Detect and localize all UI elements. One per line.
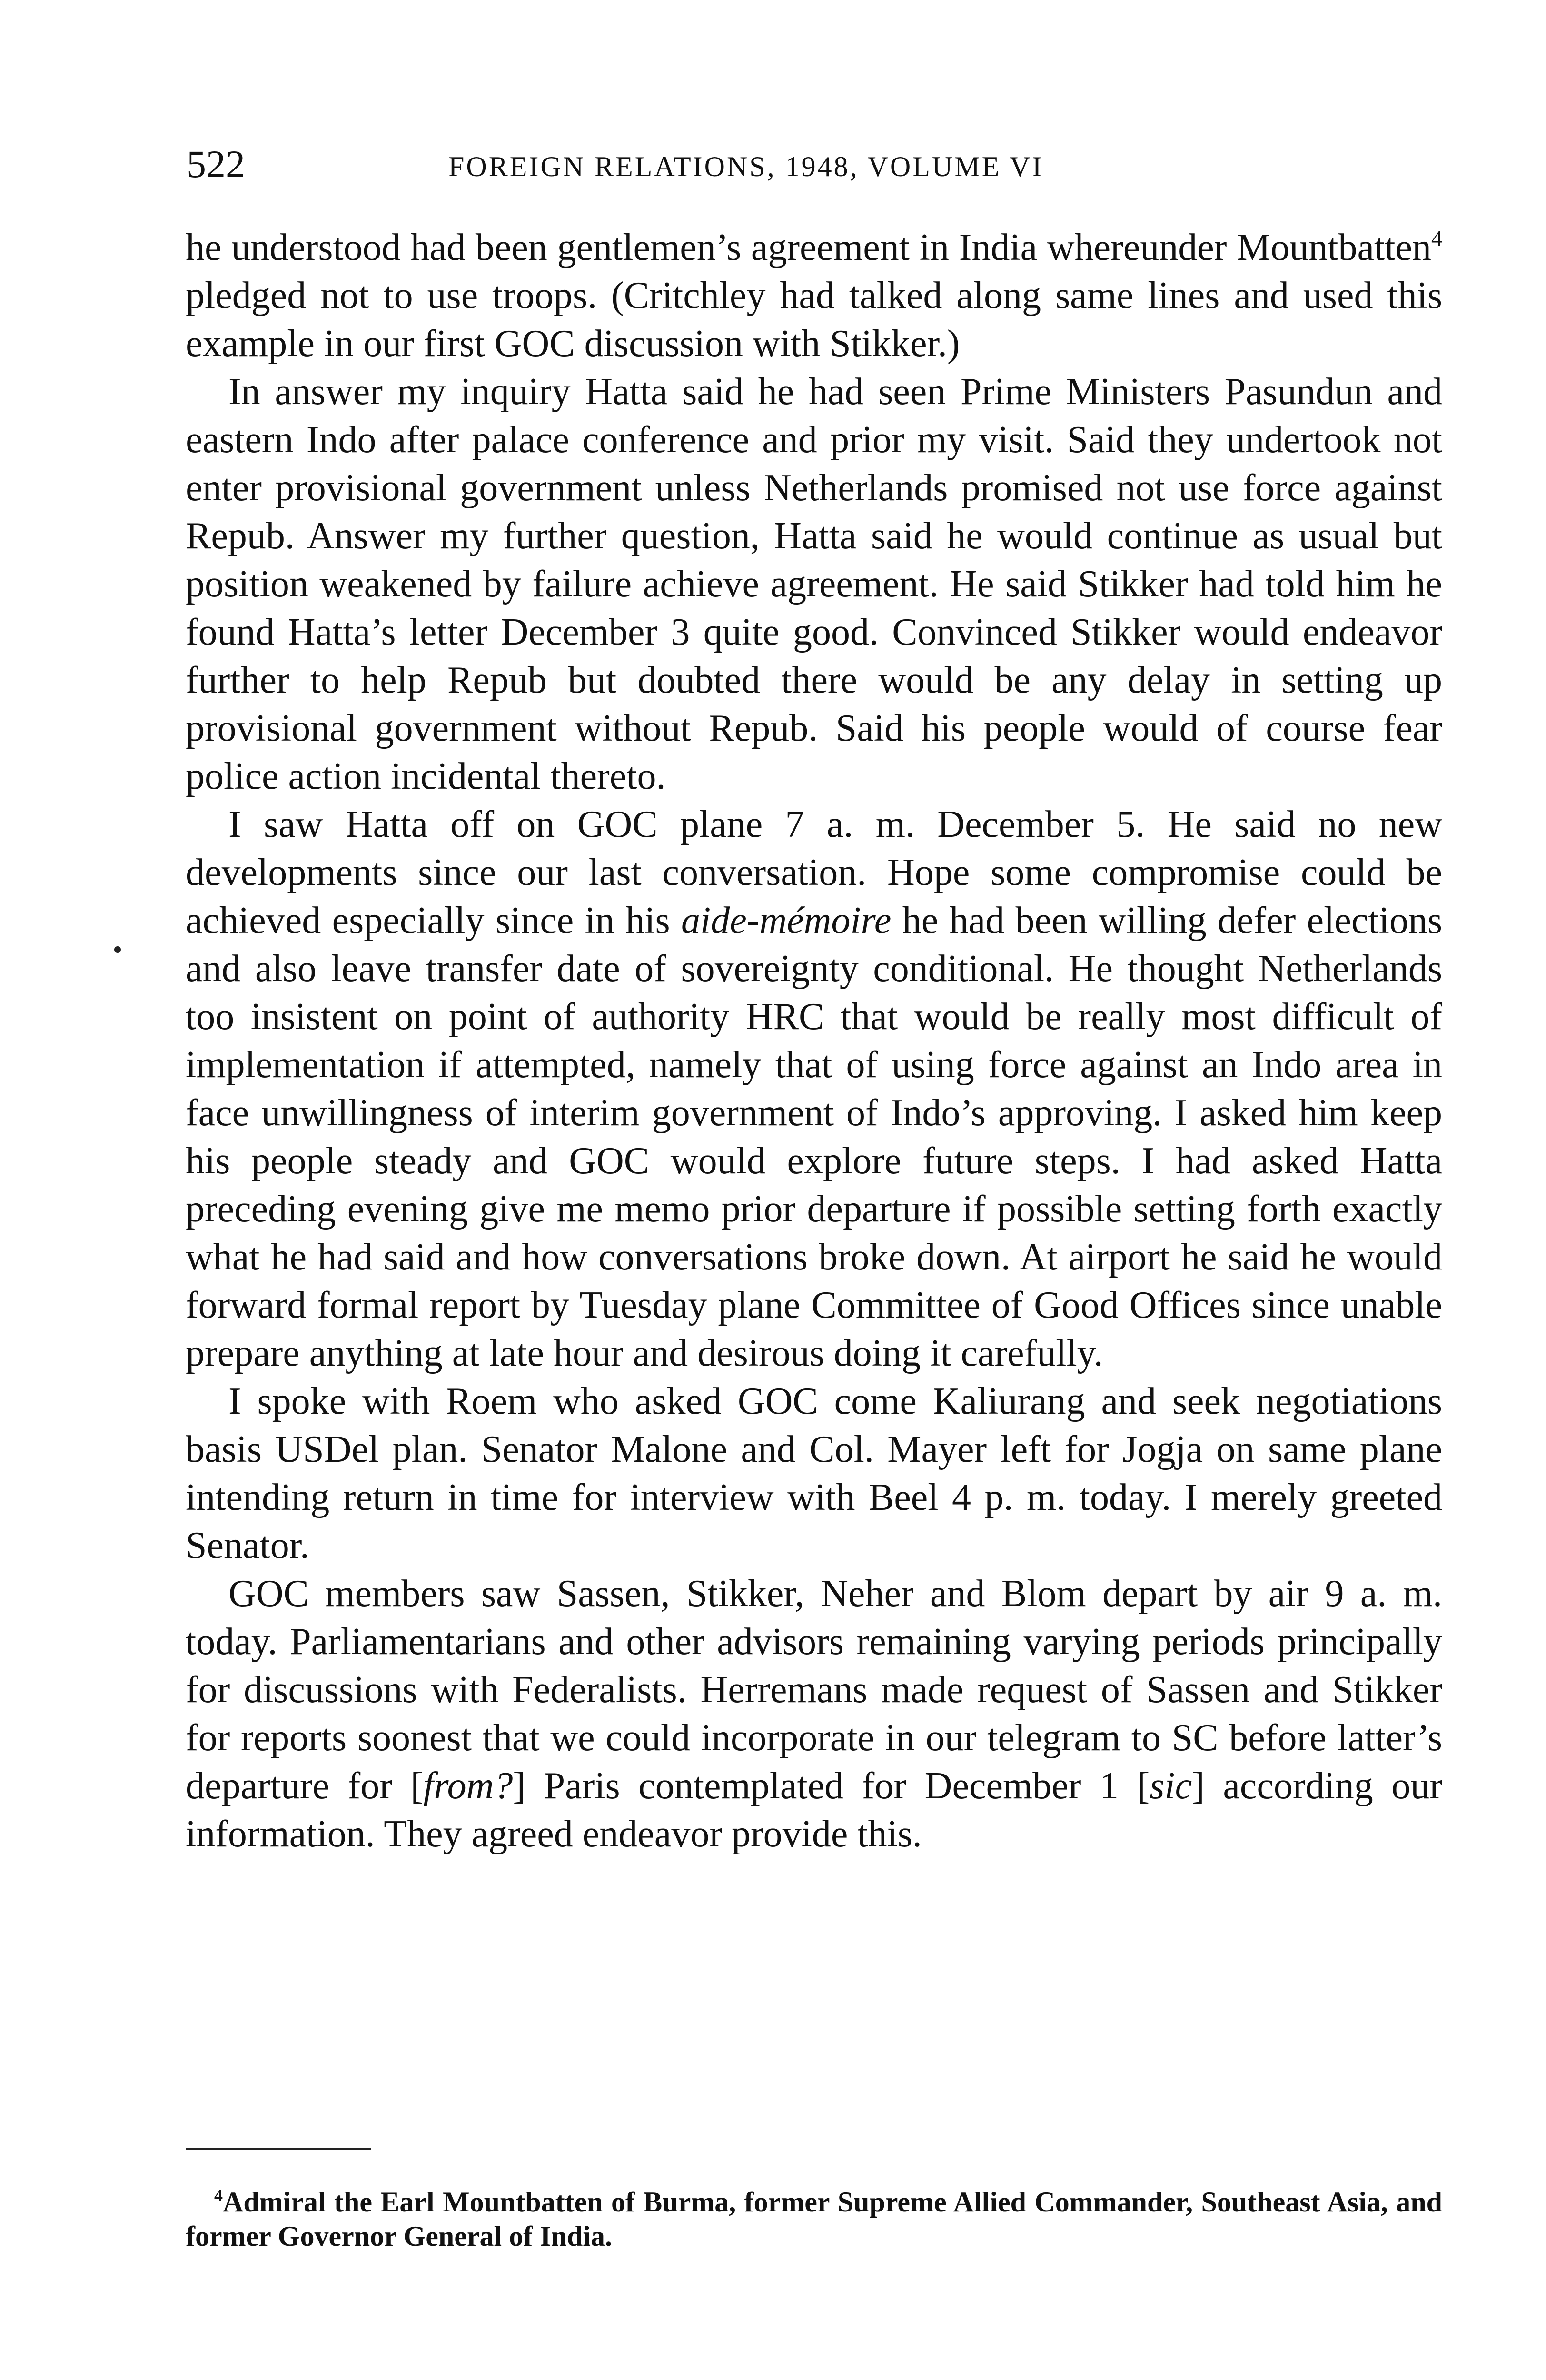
running-title: FOREIGN RELATIONS, 1948, VOLUME VI [448,151,1044,182]
page-number: 522 [187,142,245,186]
paragraph-5: GOC members saw Sassen, Stikker, Neher and Blom depart by air 9 a. m. today. Parliamentarians and other advisors remaining varying periods principally for discussions with Federalists. Herremans made request of Sassen and Stikker for reports soonest that we could incorporate in our telegram to SC before latter’s departure for [from?] Paris contemplated for December 1 [sic] according our information. They agreed endeavor provide this. [186,1573,1443,1855]
paragraph-1: he understood had been gentlemen’s agreement in India whereunder Mountbatten$^4$ pledged not to use troops. (Critchley had talked along same lines and used this example in our first GOC discussion with Stikker.) [186,226,1442,365]
paragraph-3: I saw Hatta off on GOC plane 7 a. m. December 5. He said no new developments since our last conversation. Hope some compromise could be achieved especially since in his aide-mémoire he had been willing defer elections and also leave transfer date of sovereignty conditional. He thought Netherlands too insistent on point of authority HRC that would be really most difficult of implementation if attempted, namely that of using force against an Indo area in face unwillingness of interim government of Indo’s approving. I asked him keep his people steady and GOC would explore future steps. I had asked Hatta preceding evening give me memo prior departure if possible setting forth exactly what he had said and how conversations broke down. At airport he said he would forward formal report by Tuesday plane Committee of Good Offices since unable prepare anything at late hour and desirous doing it carefully. [186,803,1443,1374]
body-text [186,224,1442,1858]
paragraph-4: I spoke with Roem who asked GOC come Kaliurang and seek negotiations basis USDel plan. Senator Malone and Col. Mayer left for Jogja on same plane intending return in time for interview with Beel 4 p. m. today. I merely greeted Senator. [186,1380,1442,1567]
margin-mark [114,946,121,953]
paragraph-2: In answer my inquiry Hatta said he had seen Prime Ministers Pasundun and eastern Indo after palace conference and prior my visit. Said they undertook not enter provisional government unless Netherlands promised not use force against Repub. Answer my further question, Hatta said he would continue as usual but position weakened by failure achieve agreement. He said Stikker had told him he found Hatta’s letter December 3 quite good. Convinced Stikker would endeavor further to help Repub but doubted there would be any delay in setting up provisional government without Repub. Said his people would of course fear police action incidental thereto. [186,371,1442,797]
footnote-4: $^4$Admiral the Earl Mountbatten of Burma, former Supreme Allied Commander, Southeast Asia, and former Governor General of India. [186,2186,1442,2252]
footnote-rule [186,2148,371,2150]
footnote-reference: 4 [1431,226,1442,250]
footnotes [186,2185,1442,2253]
footnote-mark: 4 [214,2186,223,2205]
running-head [187,138,1443,190]
